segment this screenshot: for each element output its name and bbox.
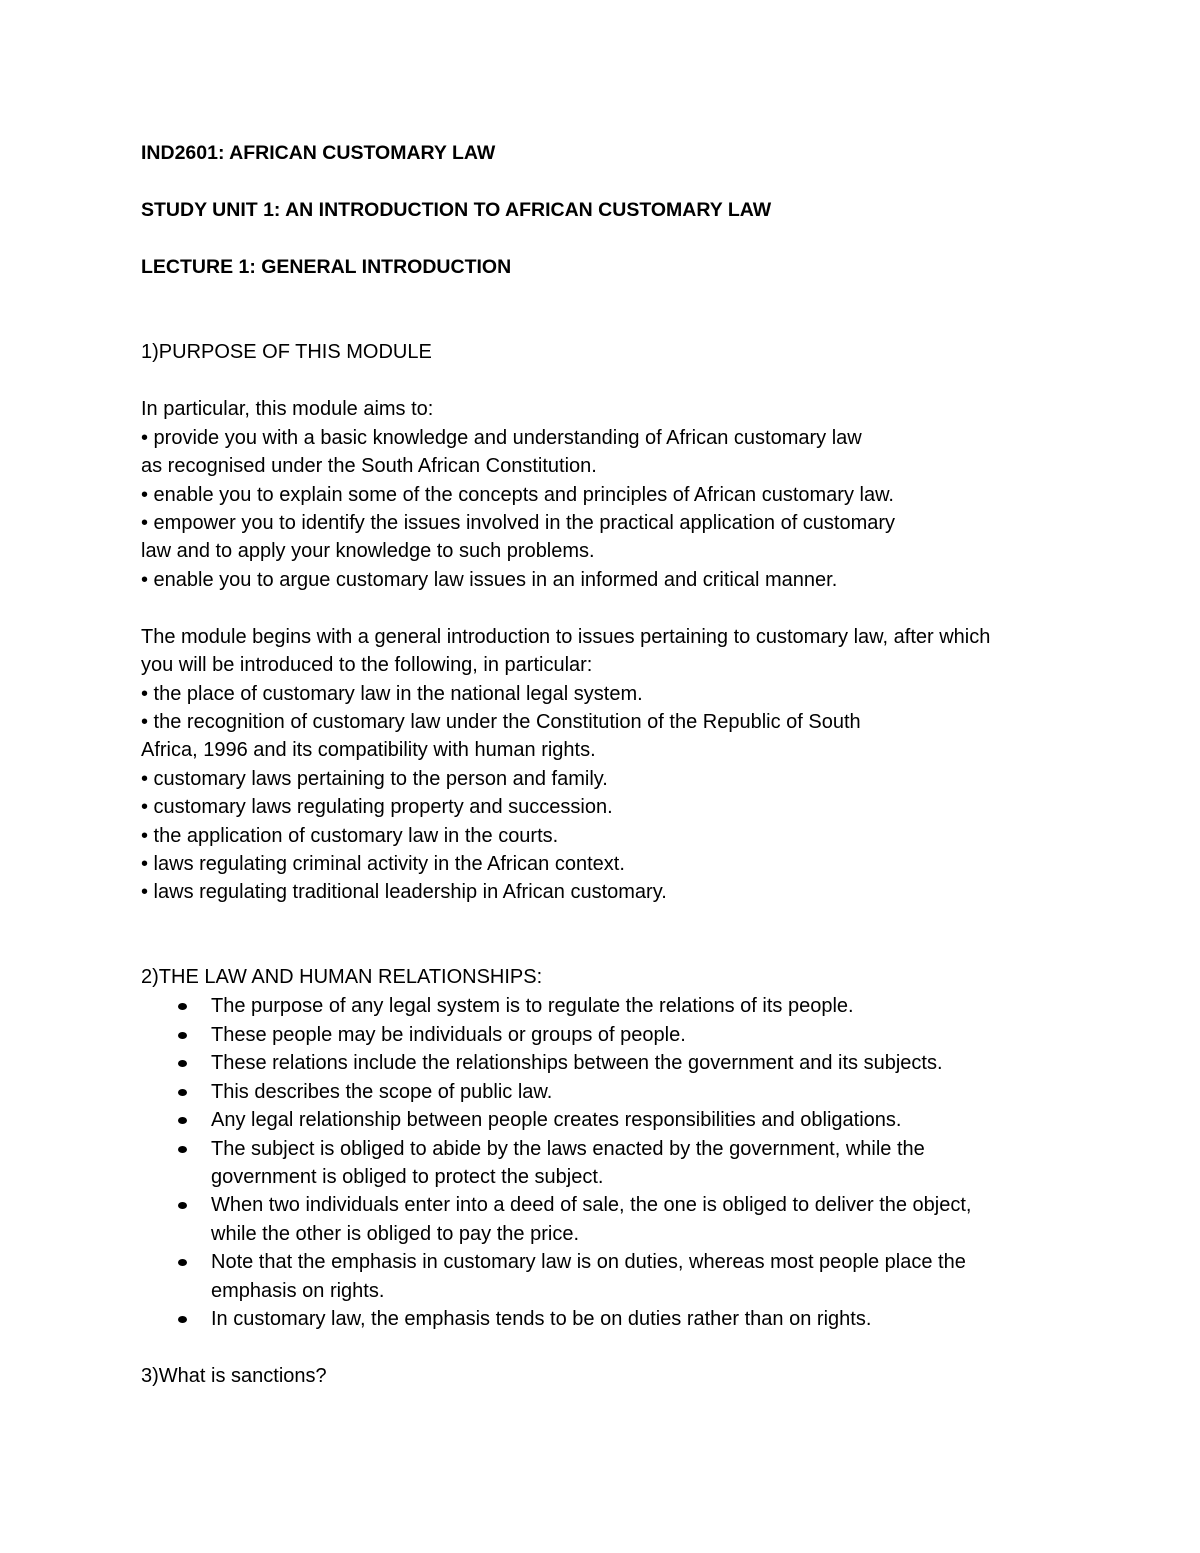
aim-line: law and to apply your knowledge to such problems. bbox=[141, 540, 595, 562]
bullet-icon bbox=[178, 1316, 187, 1323]
list-item: When two individuals enter into a deed of sale, the one is obliged to deliver the object, bbox=[211, 1194, 972, 1216]
module-paragraph-line: Africa, 1996 and its compatibility with human rights. bbox=[141, 739, 596, 761]
bullet-icon bbox=[178, 1032, 187, 1039]
aim-line: • enable you to explain some of the concepts and principles of African customary law. bbox=[141, 484, 894, 506]
module-paragraph-line: • customary laws pertaining to the person and family. bbox=[141, 768, 608, 790]
bullet-icon bbox=[178, 1089, 187, 1096]
aim-line: • provide you with a basic knowledge and understanding of African customary law bbox=[141, 427, 862, 449]
list-item: The subject is obliged to abide by the laws enacted by the government, while the bbox=[211, 1138, 925, 1160]
module-paragraph-line: • customary laws regulating property and succession. bbox=[141, 796, 613, 818]
list-item-continuation: government is obliged to protect the subject. bbox=[211, 1166, 604, 1188]
aim-line: • empower you to identify the issues involved in the practical application of customary bbox=[141, 512, 896, 534]
document-title: IND2601: AFRICAN CUSTOMARY LAW bbox=[141, 142, 496, 164]
list-item: Any legal relationship between people creates responsibilities and obligations. bbox=[211, 1109, 902, 1131]
bullet-icon bbox=[178, 1259, 187, 1266]
list-item-continuation: emphasis on rights. bbox=[211, 1280, 385, 1302]
list-item-continuation: while the other is obliged to pay the price. bbox=[211, 1223, 579, 1245]
bullet-icon bbox=[178, 1003, 187, 1010]
module-paragraph-line: • laws regulating criminal activity in the African context. bbox=[141, 853, 625, 875]
module-paragraph-line: • the recognition of customary law under the Constitution of the Republic of South bbox=[141, 711, 861, 733]
list-item: Note that the emphasis in customary law is on duties, whereas most people place the bbox=[211, 1251, 966, 1273]
bullet-icon bbox=[178, 1117, 187, 1124]
module-paragraph-line: • the place of customary law in the national legal system. bbox=[141, 683, 643, 705]
module-paragraph-line: you will be introduced to the following, in particular: bbox=[141, 654, 593, 676]
section1-intro: In particular, this module aims to: bbox=[141, 398, 434, 420]
aim-line: as recognised under the South African Constitution. bbox=[141, 455, 597, 477]
bullet-icon bbox=[178, 1146, 187, 1153]
list-item: The purpose of any legal system is to regulate the relations of its people. bbox=[211, 995, 854, 1017]
bullet-icon bbox=[178, 1202, 187, 1209]
lecture-heading: LECTURE 1: GENERAL INTRODUCTION bbox=[141, 256, 512, 278]
section1-heading: 1)PURPOSE OF THIS MODULE bbox=[141, 341, 432, 363]
section3-heading: 3)What is sanctions? bbox=[141, 1365, 327, 1387]
list-item: In customary law, the emphasis tends to be on duties rather than on rights. bbox=[211, 1308, 872, 1330]
module-paragraph-line: • the application of customary law in the courts. bbox=[141, 825, 559, 847]
list-item: This describes the scope of public law. bbox=[211, 1081, 553, 1103]
section2-heading: 2)THE LAW AND HUMAN RELATIONSHIPS: bbox=[141, 966, 543, 988]
aim-line: • enable you to argue customary law issues in an informed and critical manner. bbox=[141, 569, 838, 591]
module-paragraph-line: The module begins with a general introduction to issues pertaining to customary law, after which bbox=[141, 626, 991, 648]
bullet-icon bbox=[178, 1060, 187, 1067]
list-item: These people may be individuals or groups of people. bbox=[211, 1024, 686, 1046]
module-paragraph-line: • laws regulating traditional leadership in African customary. bbox=[141, 881, 667, 903]
study-unit-heading: STUDY UNIT 1: AN INTRODUCTION TO AFRICAN CUSTOMARY LAW bbox=[141, 199, 772, 221]
list-item: These relations include the relationships between the government and its subjects. bbox=[211, 1052, 943, 1074]
